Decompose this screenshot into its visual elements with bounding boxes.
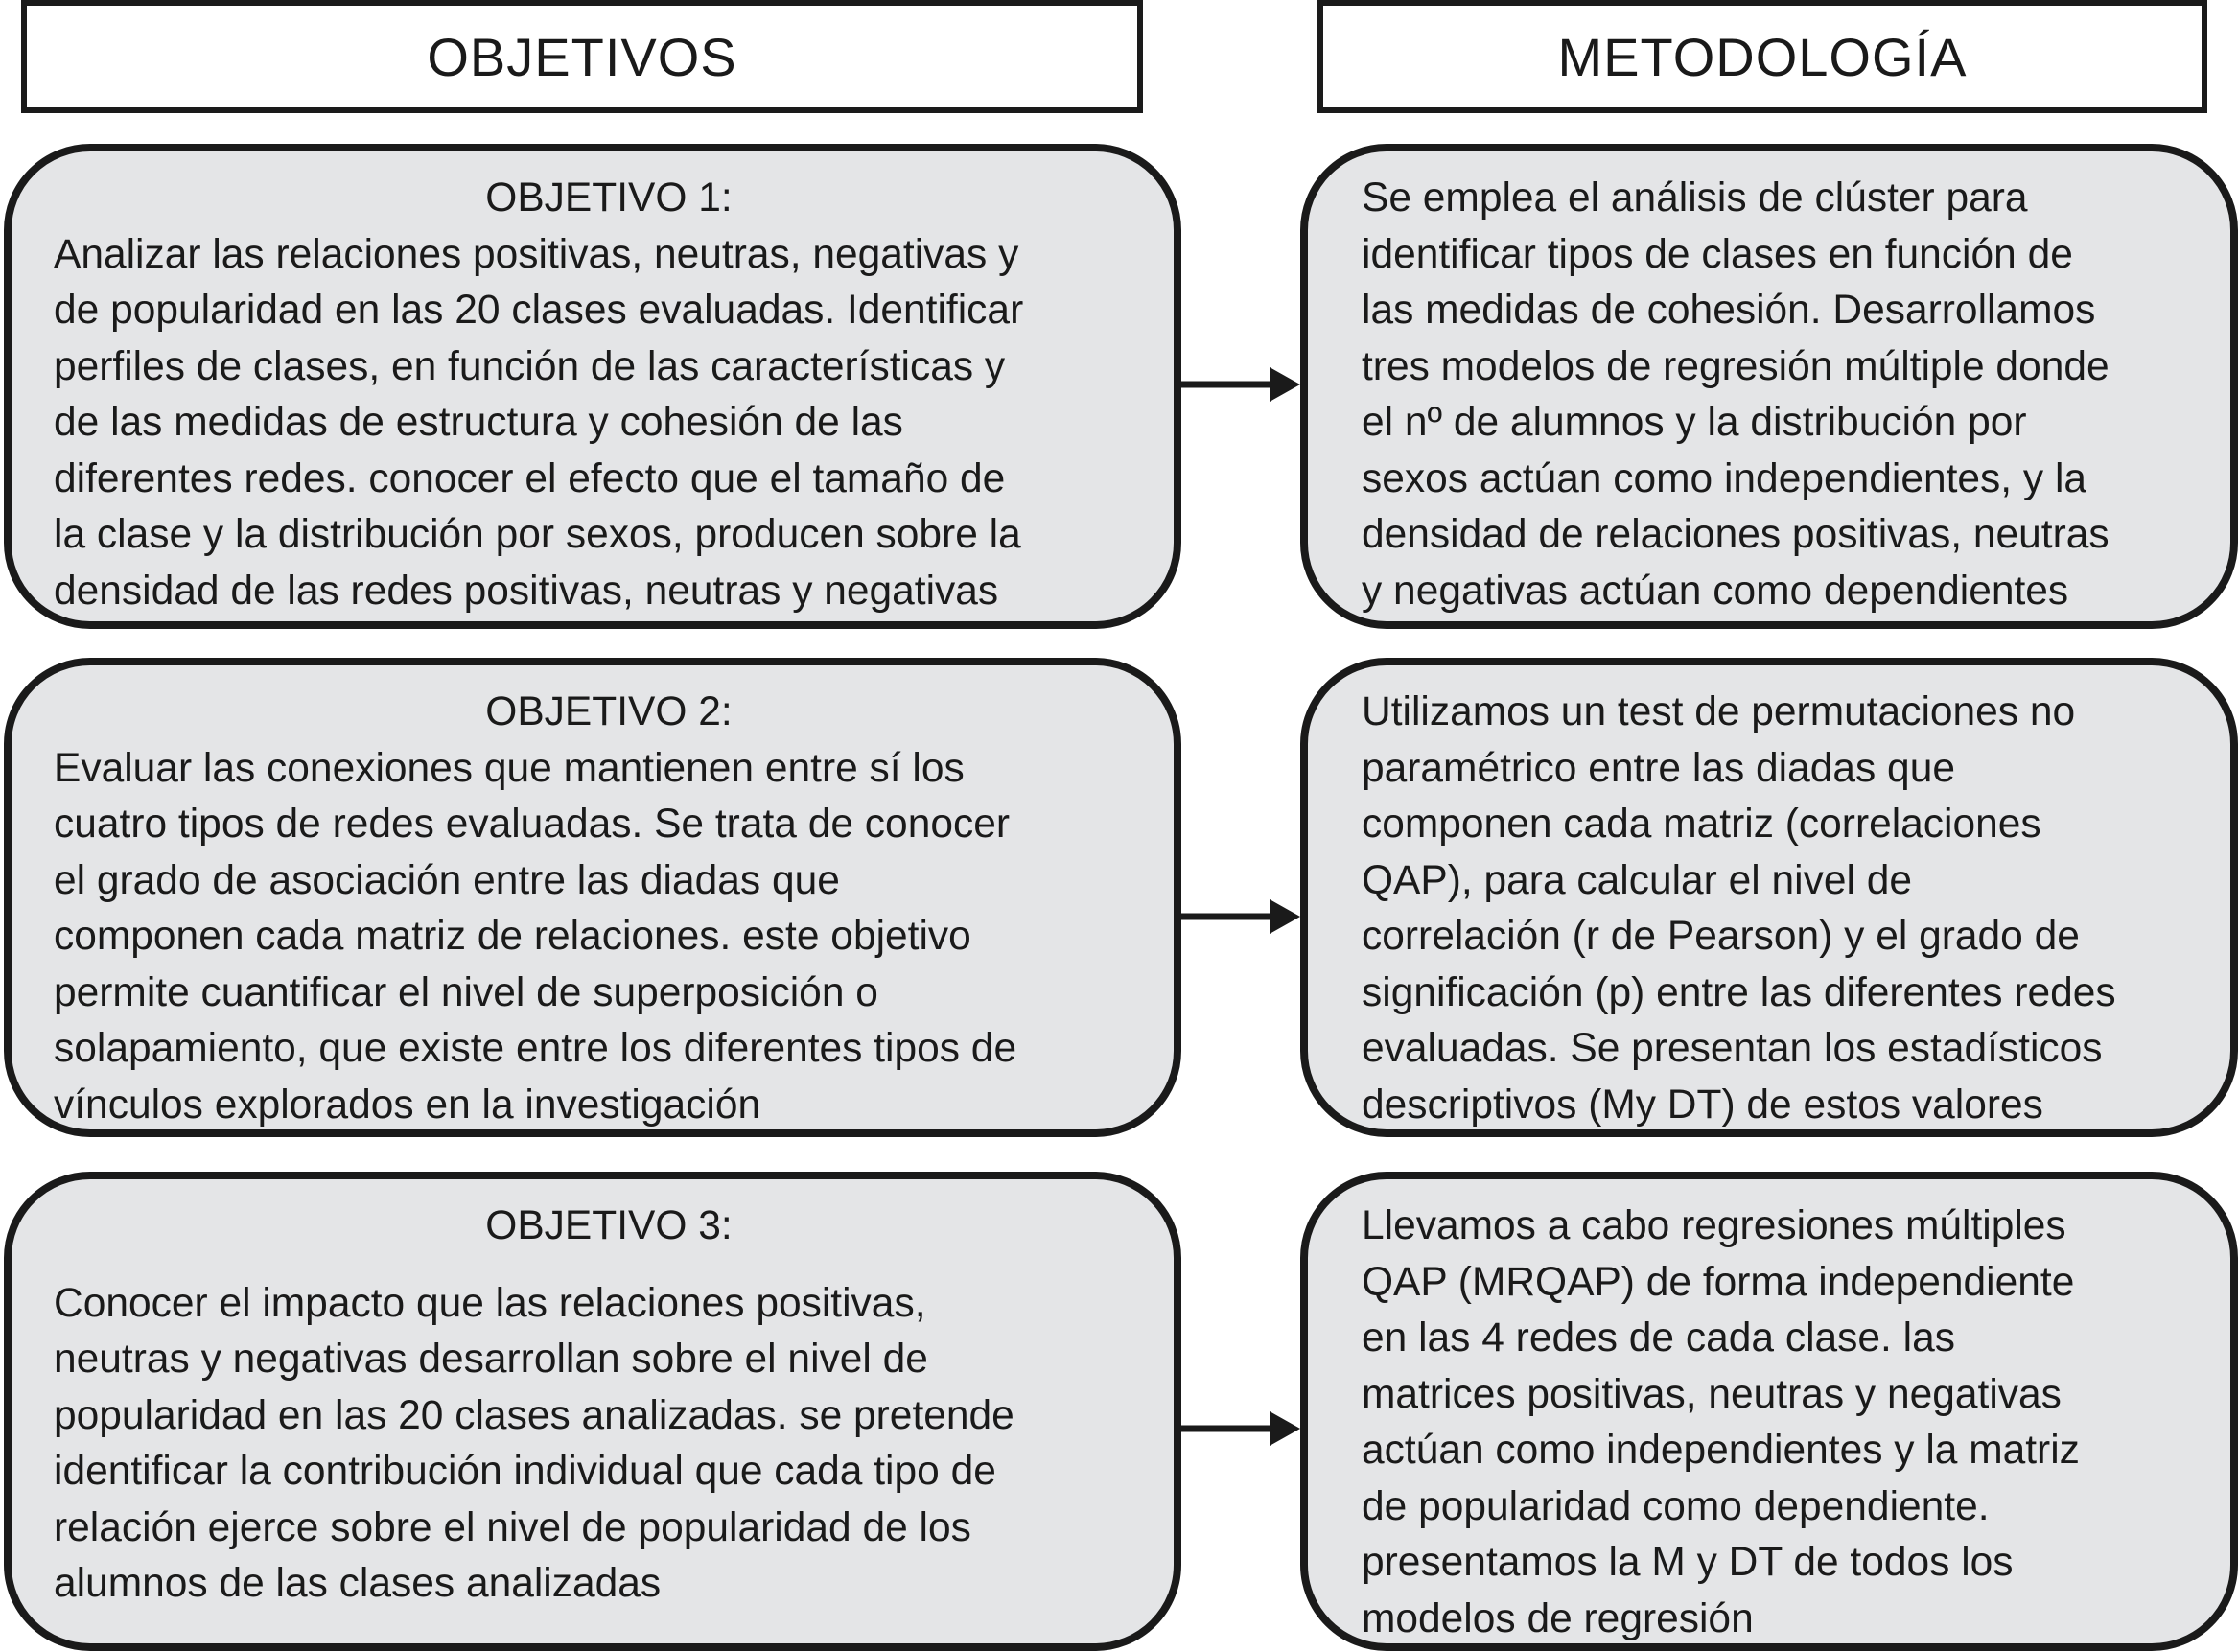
objective-2-text: Evaluar las conexiones que mantienen entre sí los cuatro tipos de redes evaluadas. Se trata de conocer el grado de asociación entre las diadas que componen cada matriz de relaciones. este objetivo permite cuantificar el nivel de superposición o solapamiento, que existe entre los diferentes tipos de vínculos explorados en la investigación bbox=[54, 745, 1017, 1128]
arrow-3 bbox=[1181, 1409, 1300, 1448]
methodology-2-text: Utilizamos un test de permutaciones no paramétrico entre las diadas que componen cada matriz (correlaciones QAP), para calcular el nivel de correlación (r de Pearson) y el grado de significación (p) entre las diferentes redes evaluadas. Se presentan los estadísticos descriptivos (My DT) de estos valores bbox=[1362, 689, 2116, 1128]
objective-3-box bbox=[4, 1172, 1181, 1651]
arrow-2 bbox=[1181, 897, 1300, 936]
methodology-3-box bbox=[1300, 1172, 2238, 1651]
arrow-1 bbox=[1181, 365, 1300, 404]
objective-1-text: Analizar las relaciones positivas, neutras, negativas y de popularidad en las 20 clases evaluadas. Identificar perfiles de clases, en función de las características y de las medidas de estructura y cohesión de las diferentes redes. conocer el efecto que el tamaño de la clase y la distribución por sexos, producen sobre la densidad de las redes positivas, neutras y negativas bbox=[54, 231, 1024, 614]
methodology-2-box bbox=[1300, 658, 2238, 1137]
header-objetivos bbox=[21, 0, 1143, 113]
objective-1-box bbox=[4, 144, 1181, 629]
objective-2-box bbox=[4, 658, 1181, 1137]
header-metodologia-label: METODOLOGÍA bbox=[1557, 26, 1968, 87]
header-metodologia bbox=[1317, 0, 2207, 113]
header-objetivos-label: OBJETIVOS bbox=[427, 26, 737, 87]
methodology-1-box bbox=[1300, 144, 2238, 629]
methodology-3-text: Llevamos a cabo regresiones múltiples QAP (MRQAP) de forma independiente en las 4 redes de cada clase. las matrices positivas, neutras y negativas actúan como independientes y la matriz de popularidad como dependiente. presentamos la M y DT de todos los modelos de regresión bbox=[1362, 1203, 2080, 1641]
objective-3-text: Conocer el impacto que las relaciones positivas, neutras y negativas desarrollan sobre el nivel de popularidad en las 20 clases analizadas. se pretende identificar la contribución individual que cada tipo de relación ejerce sobre el nivel de popularidad de los alumnos de las clases analizadas bbox=[54, 1280, 1014, 1606]
methodology-1-text: Se emplea el análisis de clúster para identificar tipos de clases en función de las medidas de cohesión. Desarrollamos tres modelos de regresión múltiple donde el nº de alumnos y la distribución por sexos actúan como independientes, y la densidad de relaciones positivas, neutras y negativas actúan como dependientes bbox=[1362, 175, 2110, 614]
objective-2-title: OBJETIVO 2: bbox=[485, 689, 733, 734]
objective-3-title: OBJETIVO 3: bbox=[485, 1203, 733, 1248]
objective-1-title: OBJETIVO 1: bbox=[485, 175, 733, 221]
